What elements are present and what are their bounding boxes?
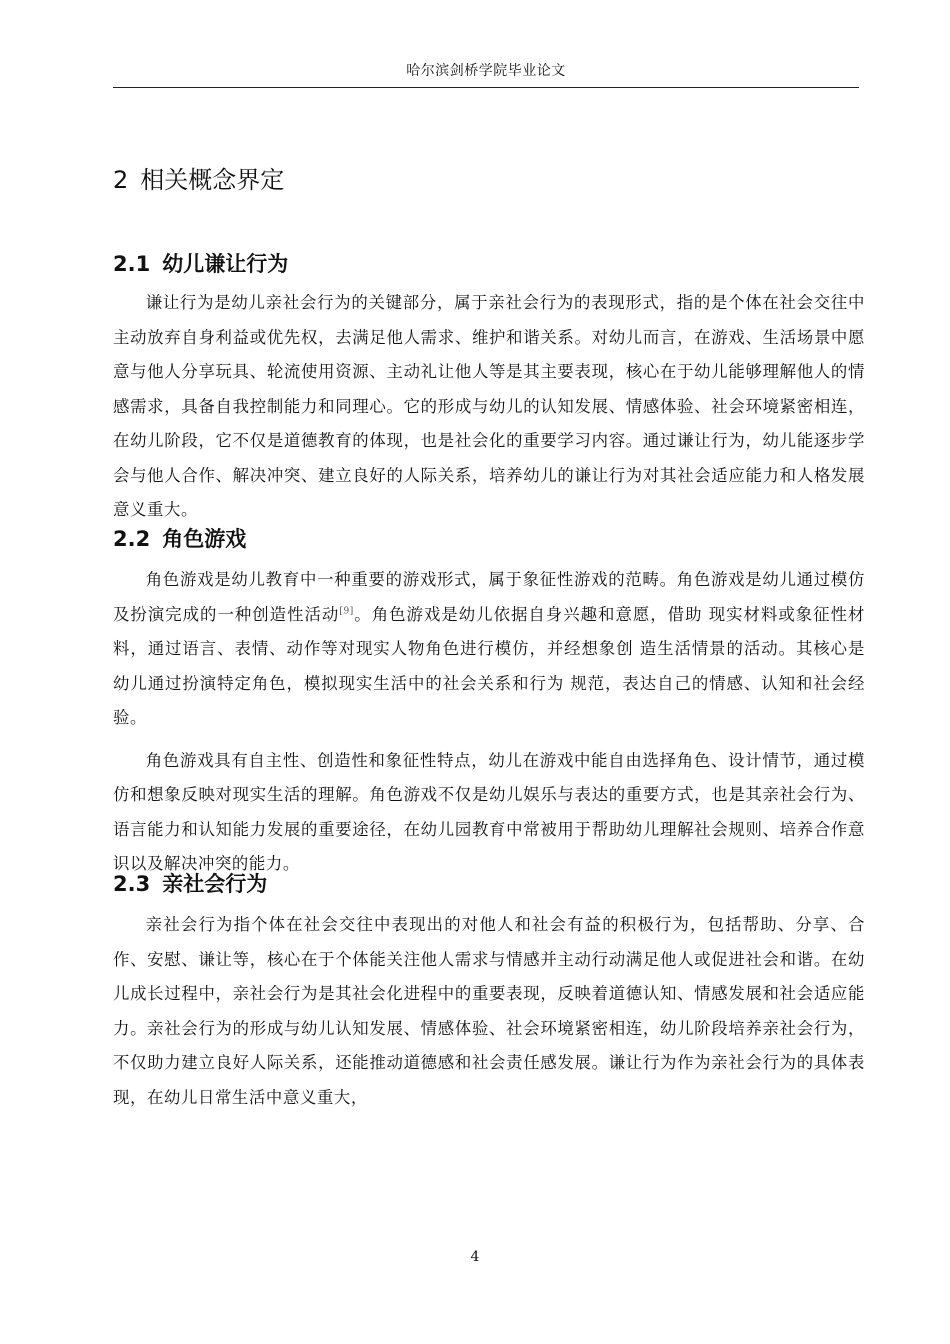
section-number: 2.3 — [113, 872, 151, 896]
header-rule — [113, 87, 859, 88]
section-2-1 — [113, 248, 865, 528]
chapter-number: 2 — [113, 166, 129, 194]
section-number: 2.2 — [113, 527, 151, 551]
page-number: 4 — [470, 1249, 480, 1265]
section-heading — [113, 868, 865, 900]
paragraph-text: 。角色游戏是幼儿依据自身兴趣和意愿，借助 现实材料或象征性材料，通过语言、表情、动作等对现实人物角色进行模仿，并经想象创 造生活情景的活动。其核心是幼儿通过扮演特定角色，模拟现实生活中的社会关系和行为 规范，表达自己的情感、认知和社会经验。 — [113, 604, 865, 727]
section-heading — [113, 248, 865, 280]
paragraph: 亲社会行为指个体在社会交往中表现出的对他人和社会有益的积极行为，包括帮助、分享、合作、安慰、谦让等，核心在于个体能关注他人需求与情感并主动行动满足他人或促进社会和谐。在幼儿成长过程中，亲社会行为是其社会化进程中的重要表现，反映着道德认知、情感发展和社会适应能力。亲社会行为的形成与幼儿认知发展、情感体验、社会环境紧密相连，幼儿阶段培养亲社会行为，不仅助力建立良好人际关系，还能推动道德感和社会责任感发展。谦让行为作为亲社会行为的具体表现，在幼儿日常生活中意义重大， — [113, 915, 865, 1107]
paragraph: 角色游戏具有自主性、创造性和象征性特点，幼儿在游戏中能自由选择角色、设计情节，通过模仿和想象反映对现实生活的理解。角色游戏不仅是幼儿娱乐与表达的重要方式，也是其亲社会行为、语言能力和认知能力发展的重要途径，在幼儿园教育中常被用于帮助幼儿理解社会规则、培养合作意识以及解决冲突的能力。 — [113, 750, 865, 873]
section-2-3 — [113, 868, 865, 1115]
citation-marker: [9] — [339, 606, 354, 617]
section-title: 幼儿谦让行为 — [162, 252, 289, 276]
paragraph: 谦让行为是幼儿亲社会行为的关键部分，属于亲社会行为的表现形式，指的是个体在社会交往中主动放弃自身利益或优先权，去满足他人需求、维护和谐关系。对幼儿而言，在游戏、生活场景中愿意与他人分享玩具、轮流使用资源、主动礼让他人等是其主要表现，核心在于幼儿能够理解他人的情感需求，具备自我控制能力和同理心。它的形成与幼儿的认知发展、情感体验、社会环境紧密相连，在幼儿阶段，它不仅是道德教育的体现，也是社会化的重要学习内容。通过谦让行为，幼儿能逐步学会与他人合作、解决冲突、建立良好的人际关系，培养幼儿的谦让行为对其社会适应能力和人格发展意义重大。 — [113, 293, 865, 519]
chapter-title: 相关概念界定 — [140, 166, 285, 194]
paragraph-text: 角色游戏是幼儿教育中一种重要的游戏形式，属于象征性游戏的范畴。角色游戏是幼儿通过模仿及扮演完成的一种创造性活动 — [113, 570, 865, 624]
section-2-2 — [113, 523, 865, 882]
section-number: 2.1 — [113, 252, 151, 276]
section-heading — [113, 523, 865, 555]
chapter-heading — [113, 160, 284, 195]
running-header: 哈尔滨剑桥学院毕业论文 — [406, 63, 566, 79]
section-title: 角色游戏 — [162, 527, 247, 551]
paragraph — [113, 563, 865, 736]
section-title: 亲社会行为 — [162, 872, 268, 896]
